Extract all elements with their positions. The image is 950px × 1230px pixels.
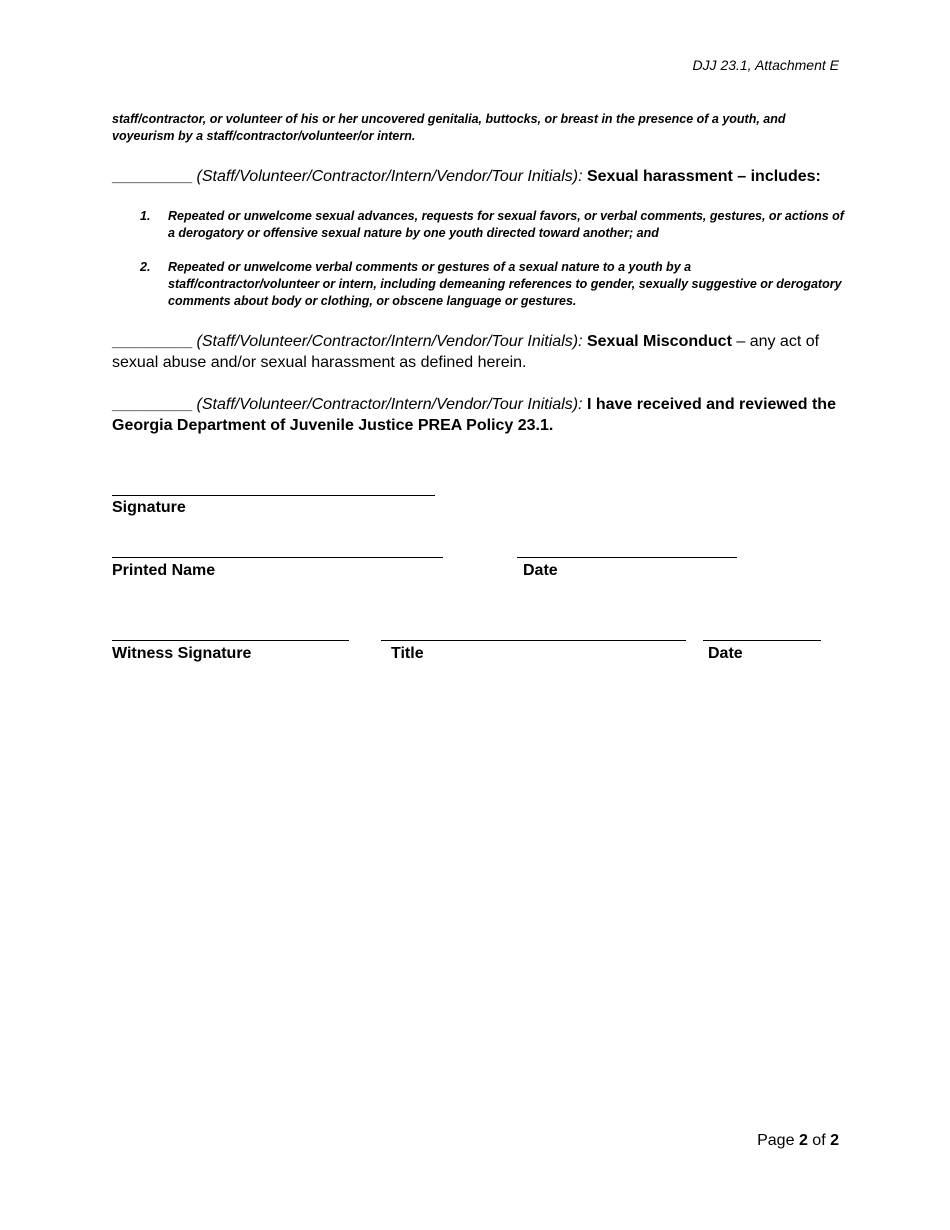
title-line[interactable] [381,640,686,641]
page-word: Page [757,1132,795,1149]
clause-definition: – any act of sexual abuse and/or sexual harassment as defined herein. [112,333,820,371]
initials-role-label: (Staff/Volunteer/Contractor/Intern/Vendor/Tour Initials): [196,168,583,185]
current-page: 2 [798,1132,808,1149]
printed-name-label: Printed Name [112,562,216,579]
list-number: 2. [140,260,151,274]
clause-sexual-harassment [112,166,842,187]
total-pages: 2 [830,1132,839,1149]
date-line[interactable] [517,557,737,558]
initials-blank[interactable]: _________ [112,168,193,185]
clause-term: Sexual harassment – includes: [586,168,821,185]
printed-name-line[interactable] [112,557,443,558]
of-word: of [812,1132,826,1149]
initials-blank[interactable]: _________ [112,396,193,413]
witness-signature-line[interactable] [112,640,349,641]
witness-date-line[interactable] [703,640,821,641]
witness-date-label: Date [708,645,743,662]
date-label: Date [523,562,558,579]
page-number [757,1132,839,1150]
signature-line[interactable] [112,495,435,496]
document-reference: DJJ 23.1, Attachment E [692,57,839,73]
initials-role-label: (Staff/Volunteer/Contractor/Intern/Vendor/Tour Initials): [196,333,583,350]
clause-acknowledgement [112,394,842,436]
title-label: Title [391,645,424,662]
list-number: 1. [140,209,151,223]
clause-term: I have received and reviewed the Georgia Department of Juvenile Justice PREA Policy 23.1. [112,396,836,434]
signature-label: Signature [112,499,186,516]
witness-signature-label: Witness Signature [112,645,252,662]
list-text: Repeated or unwelcome verbal comments or gestures of a sexual nature to a youth by a staff/contractor/volunteer or intern, including demeaning references to gender, sexually suggestive or derogatory comments about body or clothing, or obscene language or gestures. [168,260,842,308]
continued-definition: staff/contractor, or volunteer of his or her uncovered genitalia, buttocks, or breast in the presence of a youth, and voyeurism by a staff/contractor/volunteer/or intern. [112,112,786,143]
list-text: Repeated or unwelcome sexual advances, requests for sexual favors, or verbal comments, gestures, or actions of a derogatory or offensive sexual nature by one youth directed toward another; and [168,209,844,240]
initials-blank[interactable]: _________ [112,333,193,350]
initials-role-label: (Staff/Volunteer/Contractor/Intern/Vendor/Tour Initials): [196,396,583,413]
clause-sexual-misconduct [112,331,842,373]
clause-term: Sexual Misconduct [586,333,732,350]
